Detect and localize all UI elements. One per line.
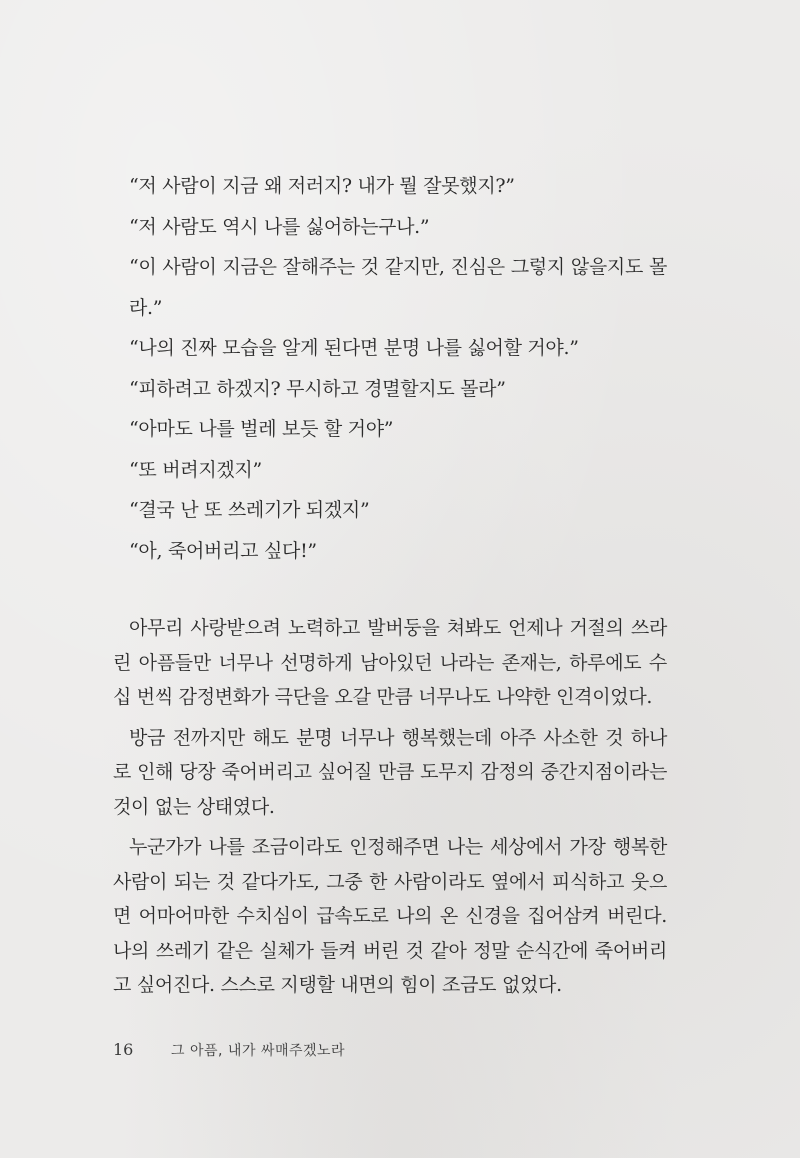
dialogue-line: “이 사람이 지금은 잘해주는 것 같지만, 진심은 그렇지 않을지도 몰라.” xyxy=(129,256,667,319)
page-footer xyxy=(113,1040,345,1060)
running-title: 그 아픔, 내가 싸매주겠노라 xyxy=(171,1043,346,1059)
dialogue-line: “저 사람도 역시 나를 싫어하는구나.” xyxy=(129,215,430,238)
paragraph: 누군가가 나를 조금이라도 인정해주면 나는 세상에서 가장 행복한 사람이 되는 것 같다가도, 그중 한 사람이라도 옆에서 피식하고 웃으면 어마어마한 수치심이 급속도로 나의 온 신경을 집어삼켜 버린다. 나의 쓰레기 같은 실체가 들켜 버린 것 같아 정말 순식간에 죽어버리고 싶어진다. 스스로 지탱할 내면의 힘이 조금도 없었다. xyxy=(113,836,667,996)
dialogue-line: “결국 난 또 쓰레기가 되겠지” xyxy=(129,499,370,521)
page-number: 16 xyxy=(113,1040,134,1059)
dialogue-line: “또 버려지겠지” xyxy=(129,458,262,481)
section-gap xyxy=(113,571,667,611)
dialogue-line: “피하려고 하겠지? 무시하고 경멸할지도 몰라” xyxy=(129,377,506,400)
paragraph: 방금 전까지만 해도 분명 너무나 행복했는데 아주 사소한 것 하나로 인해 당장 죽어버리고 싶어질 만큼 도무지 감정의 중간지점이라는 것이 없는 상태였다. xyxy=(113,726,667,818)
paragraph: 아무리 사랑받으려 노력하고 발버둥을 쳐봐도 언제나 거절의 쓰라린 아픔들만 너무나 선명하게 남아있던 나라는 존재는, 하루에도 수십 번씩 감정변화가 극단을 오갈 만큼 너무나도 나약한 인격이었다. xyxy=(113,617,667,708)
dialogue-line: “아마도 나를 벌레 보듯 할 거야” xyxy=(129,418,394,440)
dialogue-line: “저 사람이 지금 왜 저러지? 내가 뭘 잘못했지?” xyxy=(129,175,515,197)
dialogue-line: “아, 죽어버리고 싶다!” xyxy=(129,539,317,562)
body-text xyxy=(113,166,667,1009)
dialogue-line: “나의 진짜 모습을 알게 된다면 분명 나를 싫어할 거야.” xyxy=(129,337,579,359)
